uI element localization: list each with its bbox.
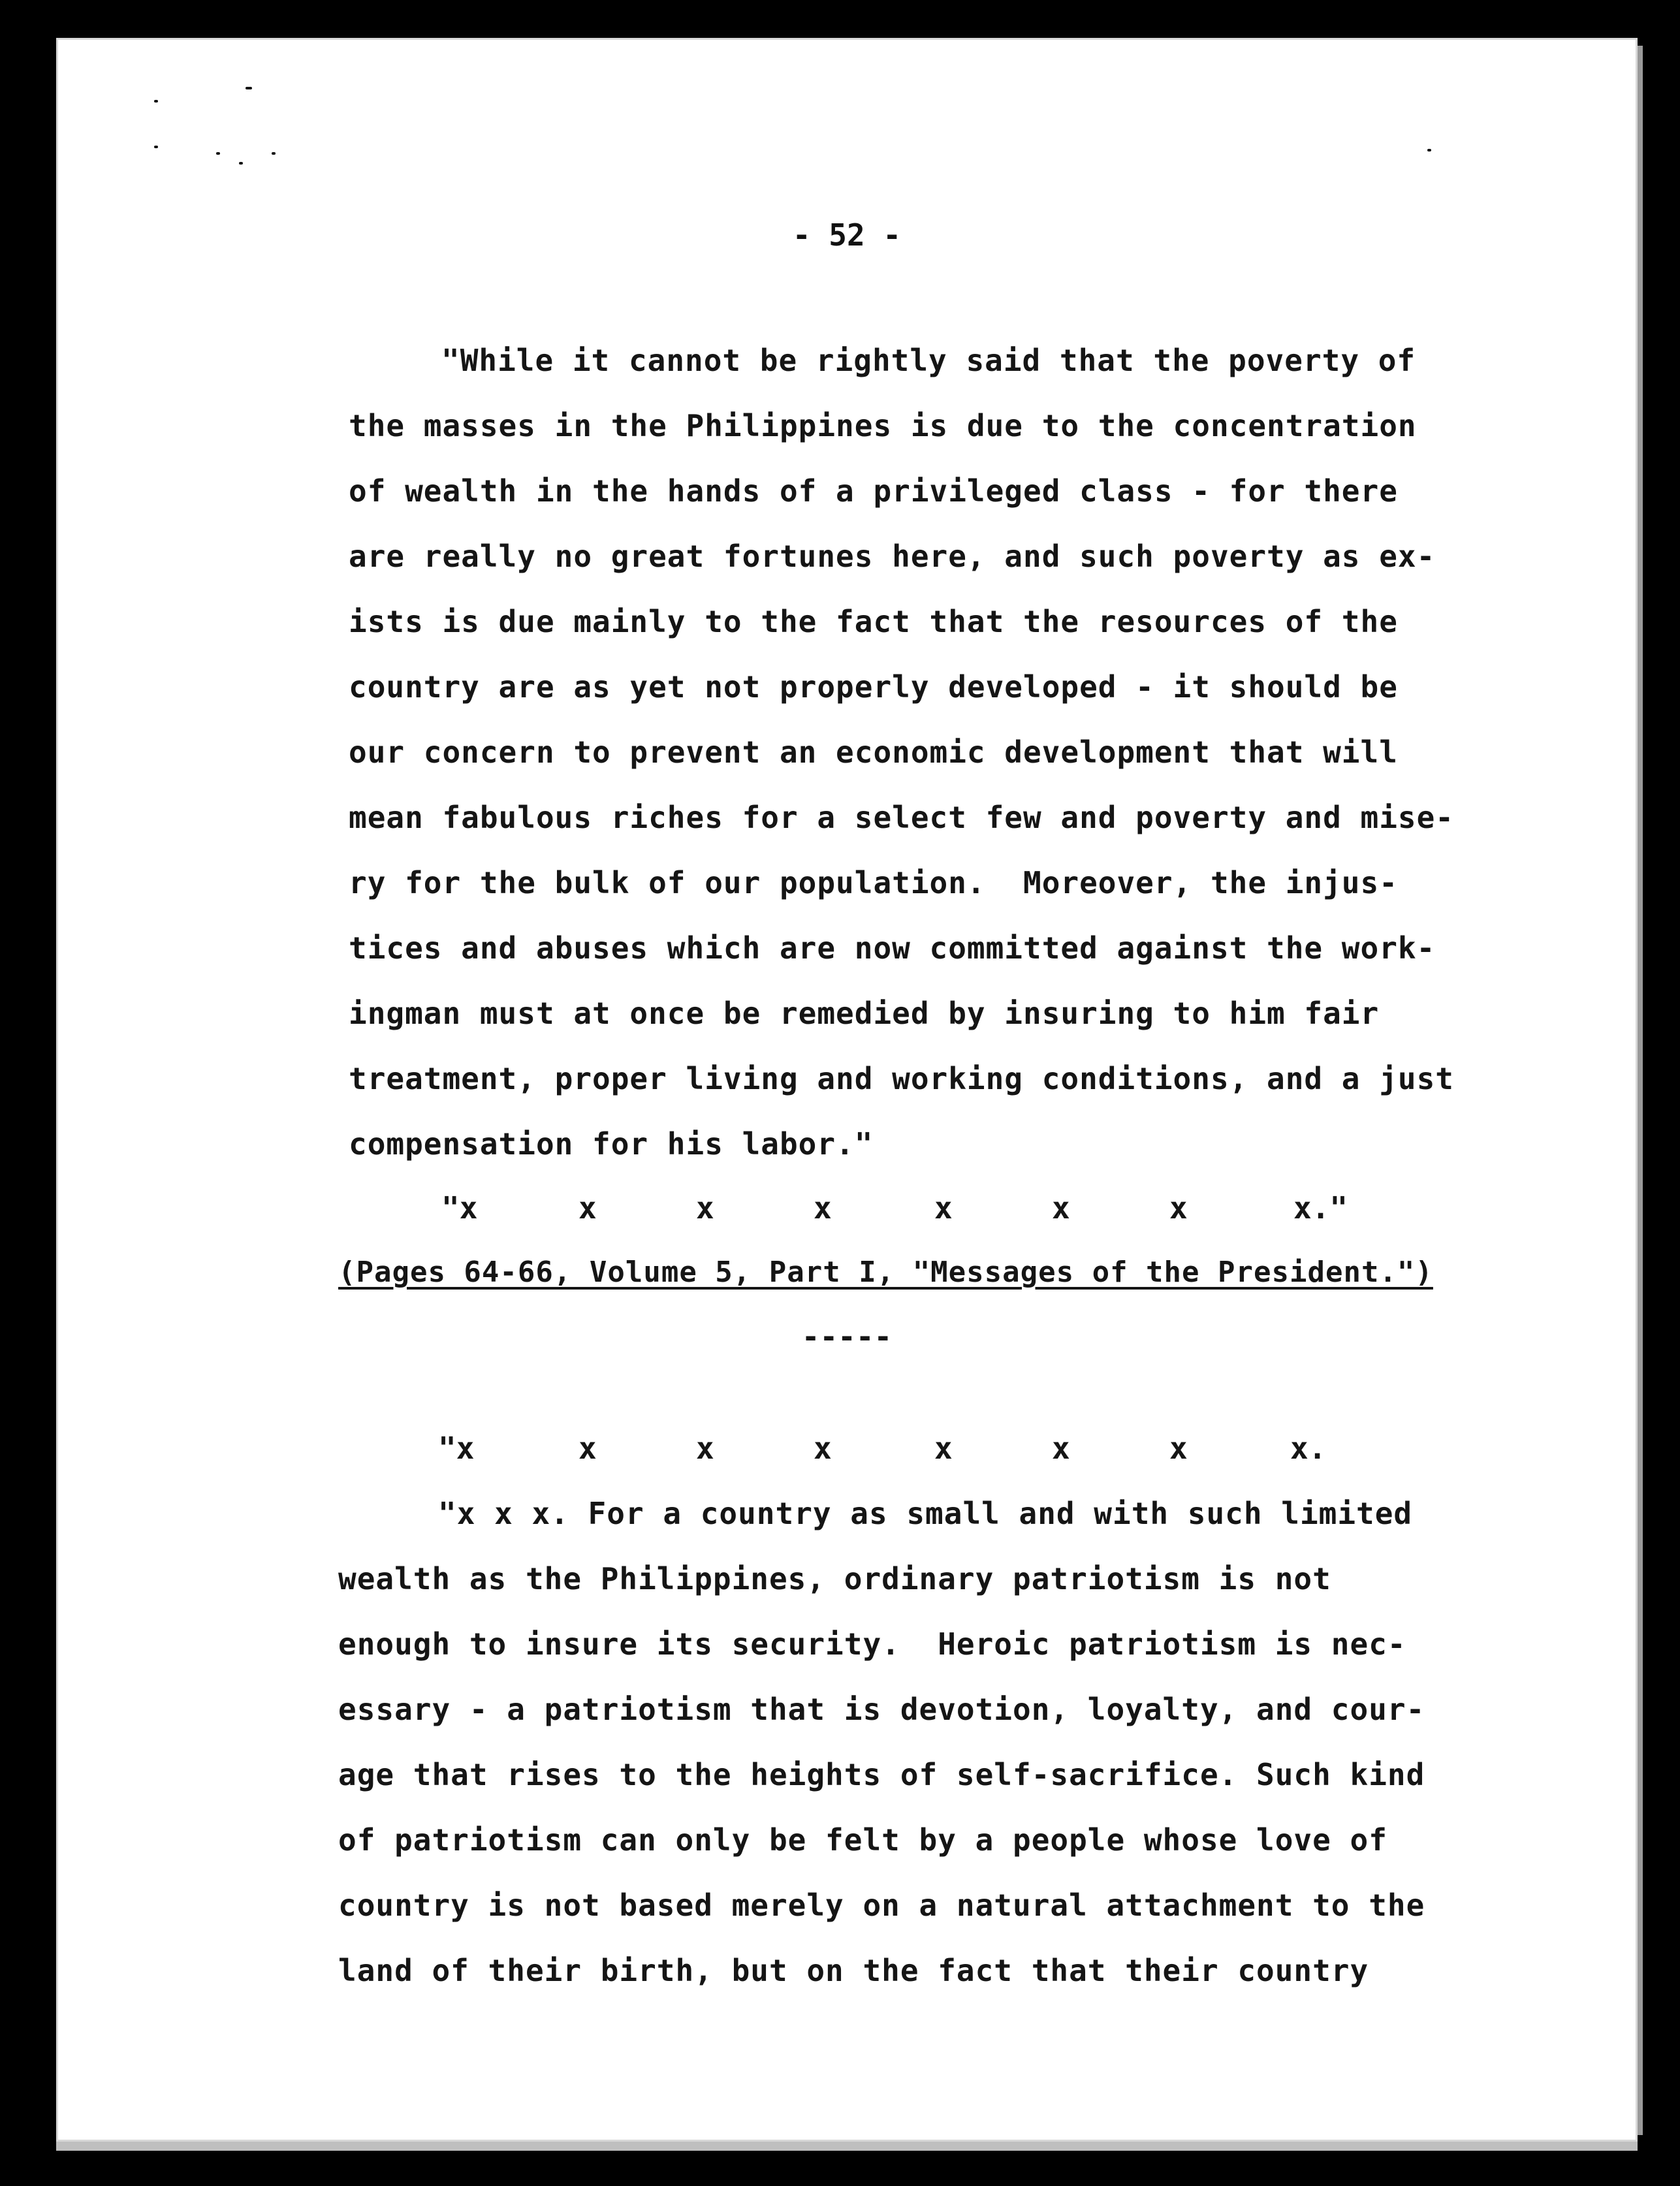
quote1-line: "While it cannot be rightly said that the poverty of xyxy=(441,343,1416,378)
quote2-line: enough to insure its security. Heroic patriotism is nec- xyxy=(338,1626,1406,1662)
ellipsis-mark: x. xyxy=(1290,1431,1327,1466)
quote2-line: country is not based merely on a natural attachment to the xyxy=(338,1888,1425,1923)
ellipsis-mark: x xyxy=(814,1190,832,1226)
quote1-line: treatment, proper living and working conditions, and a just xyxy=(349,1061,1454,1096)
quote1-line: mean fabulous riches for a select few and poverty and mise- xyxy=(349,800,1454,835)
scan-speck xyxy=(216,152,220,155)
ellipsis-row-2 xyxy=(56,1431,1638,1470)
ellipsis-mark: x xyxy=(1052,1431,1070,1466)
ellipsis-row-1 xyxy=(56,1190,1638,1229)
scan-speck xyxy=(1427,149,1431,151)
ellipsis-mark: x xyxy=(934,1431,953,1466)
ellipsis-mark: x xyxy=(1169,1190,1188,1226)
quote2-line: age that rises to the heights of self-sacrifice. Such kind xyxy=(338,1757,1425,1792)
ellipsis-mark: "x xyxy=(438,1431,475,1466)
quote1-line: are really no great fortunes here, and such poverty as ex- xyxy=(349,539,1436,574)
ellipsis-mark: x xyxy=(934,1190,953,1226)
page-number: - 52 - xyxy=(792,217,902,253)
quote2-line: of patriotism can only be felt by a people whose love of xyxy=(338,1822,1387,1858)
page-edge-shadow xyxy=(1638,46,1643,2135)
scan-speck xyxy=(239,162,243,165)
ellipsis-mark: x." xyxy=(1293,1190,1348,1226)
quote1-line: ists is due mainly to the fact that the resources of the xyxy=(349,604,1398,639)
quote1-line: ry for the bulk of our population. Moreover, the injus- xyxy=(349,865,1398,900)
ellipsis-mark: x xyxy=(696,1190,714,1226)
quote1-line: tices and abuses which are now committed against the work- xyxy=(349,930,1436,966)
scan-speck xyxy=(154,100,158,103)
scan-speck xyxy=(246,87,252,89)
section-separator: ----- xyxy=(801,1319,893,1354)
quote2-line: land of their birth, but on the fact that their country xyxy=(338,1953,1369,1988)
quote2-line: essary - a patriotism that is devotion, loyalty, and cour- xyxy=(338,1692,1425,1727)
ellipsis-mark: x xyxy=(578,1431,597,1466)
page-bottom-edge xyxy=(56,2142,1638,2151)
ellipsis-mark: x xyxy=(1052,1190,1070,1226)
quote1-line: ingman must at once be remedied by insuring to him fair xyxy=(349,996,1380,1031)
citation: (Pages 64-66, Volume 5, Part I, "Messages of the President.") xyxy=(338,1256,1433,1289)
ellipsis-mark: x xyxy=(814,1431,832,1466)
document-page xyxy=(56,38,1638,2142)
quote1-line: the masses in the Philippines is due to the concentration xyxy=(349,408,1417,443)
scan-speck xyxy=(154,146,158,148)
quote1-line: of wealth in the hands of a privileged class - for there xyxy=(349,473,1398,509)
scan-speck xyxy=(272,152,276,155)
ellipsis-mark: x xyxy=(696,1431,714,1466)
quote1-line: our concern to prevent an economic development that will xyxy=(349,735,1398,770)
quote1-line: compensation for his labor." xyxy=(349,1126,874,1162)
quote2-line: wealth as the Philippines, ordinary patriotism is not xyxy=(338,1561,1331,1596)
ellipsis-mark: x xyxy=(1169,1431,1188,1466)
quote2-line: "x x x. For a country as small and with such limited xyxy=(438,1496,1413,1531)
ellipsis-mark: "x xyxy=(441,1190,478,1226)
quote1-line: country are as yet not properly developed - it should be xyxy=(349,669,1398,705)
ellipsis-mark: x xyxy=(578,1190,597,1226)
